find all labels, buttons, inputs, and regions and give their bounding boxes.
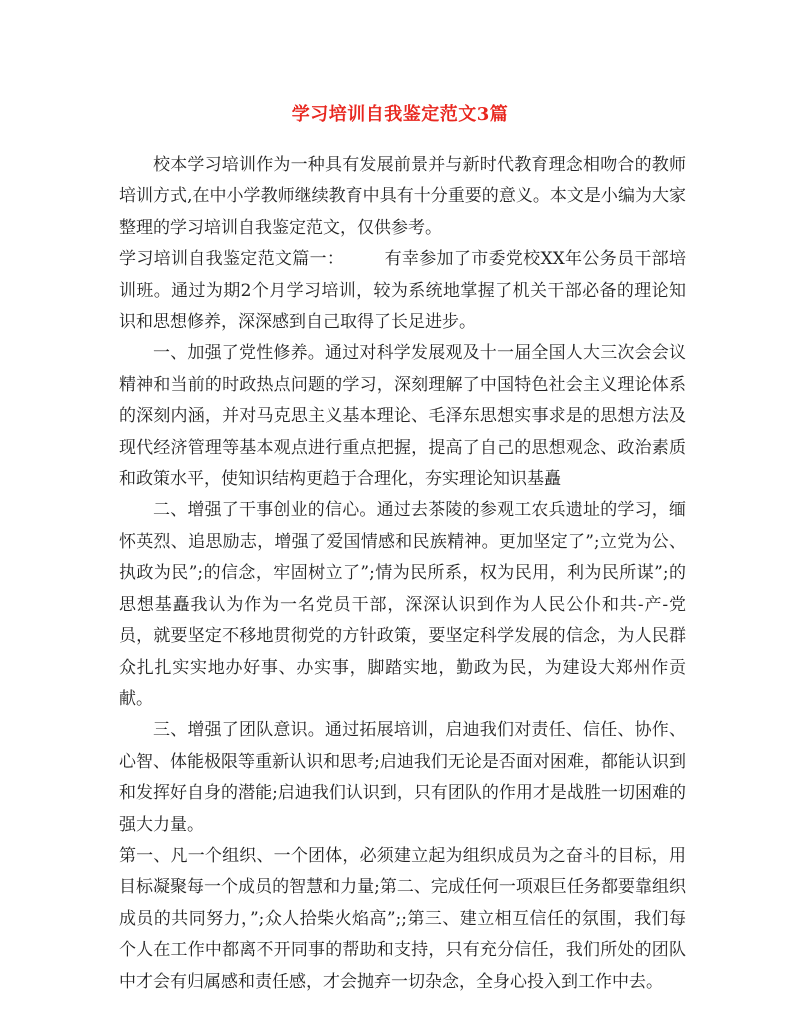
document-body <box>119 150 686 998</box>
points-paragraph: 第一、凡一个组织、一个团体，必须建立起为组织成员为之奋斗的目标，用目标凝聚每一个成员的智慧和力量;第二、完成任何一项艰巨任务都要靠组织成员的共同努力，”;众人拾柴火焰高”;;第三、建立相互信任的氛围，我们每个人在工作中都离不开同事的帮助和支持，只有充分信任，我们所处的团队中才会有归属感和责任感，才会抛弃一切杂念，全身心投入到工作中去。 <box>119 845 686 992</box>
article1-lead: 有幸参加了市委党校XX年公务员干部培训班。通过为期2个月学习培训，较为系统地掌握了机关干部必备的理论知识和思想修养，深深感到自己取得了长足进步。 <box>119 249 686 333</box>
document-title: 学习培训自我鉴定范文3篇 <box>291 104 509 125</box>
article1-heading: 学习培训自我鉴定范文篇一： <box>119 249 345 270</box>
section1-paragraph: 一、加强了党性修养。通过对科学发展观及十一届全国人大三次会会议精神和当前的时政热点问题的学习，深刻理解了中国特色社会主义理论体系的深刻内涵，并对马克思主义基本理论、毛泽东思想实事求是的思想方法及现代经济管理等基本观点进行重点把握，提高了自己的思想观念、政治素质和政策水平，使知识结构更趋于合理化，夯实理论知识基矗 <box>119 343 686 490</box>
intro-paragraph: 校本学习培训作为一种具有发展前景并与新时代教育理念相吻合的教师培训方式,在中小学教师继续教育中具有十分重要的意义。本文是小编为大家整理的学习培训自我鉴定范文，仅供参考。 <box>119 155 686 238</box>
article1-paragraph <box>119 244 686 338</box>
section2-paragraph: 二、增强了干事创业的信心。通过去茶陵的参观工农兵遗址的学习，缅怀英烈、追思励志，增强了爱国情感和民族精神。更加坚定了”;立党为公、执政为民”;的信念，牢固树立了”;情为民所系，权为民用，利为民所谋”;的思想基矗我认为作为一名党员干部，深深认识到作为人民公仆和共-产-党员，就要坚定不移地贯彻党的方针政策，要坚定科学发展的信念，为人民群众扎扎实实地办好事、办实事，脚踏实地，勤政为民，为建设大郑州作贡献。 <box>119 500 686 709</box>
section3-paragraph: 三、增强了团队意识。通过拓展培训，启迪我们对责任、信任、协作、心智、体能极限等重新认识和思考;启迪我们无论是否面对困难，都能认识到和发挥好自身的潜能;启迪我们认识到，只有团队的作用才是战胜一切困难的强大力量。 <box>119 720 686 835</box>
